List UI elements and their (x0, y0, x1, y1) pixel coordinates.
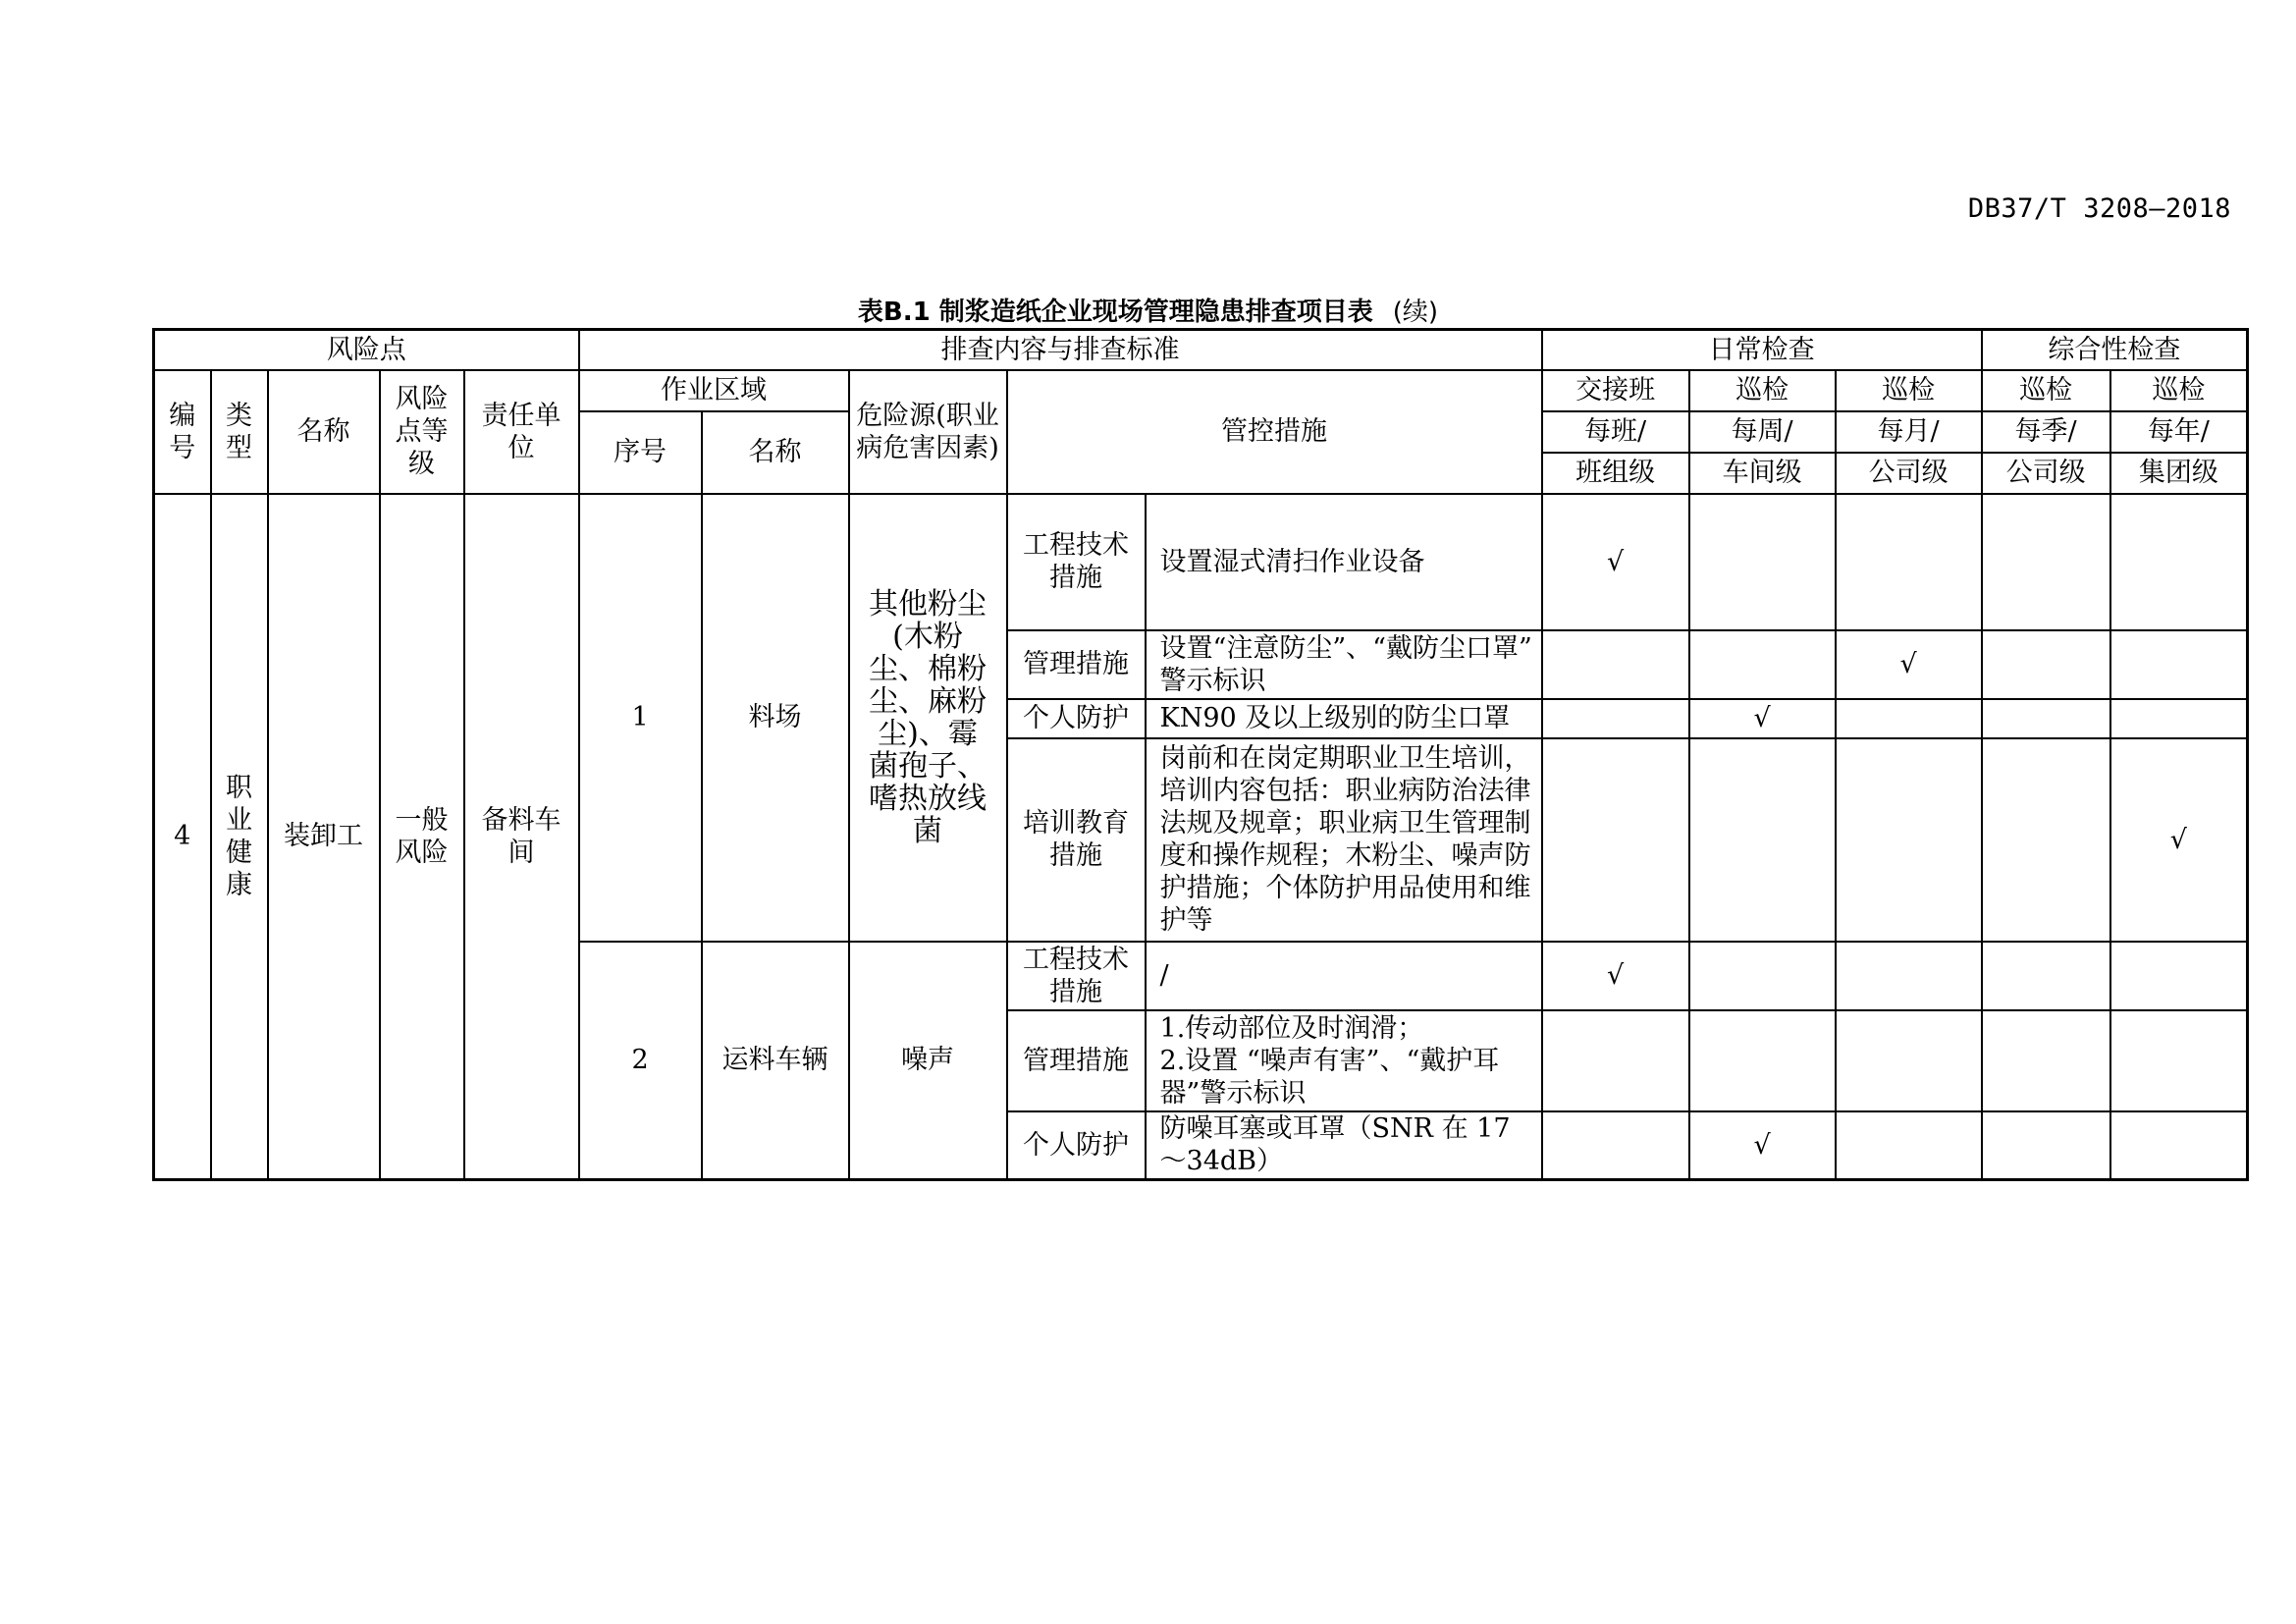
cell-check-shift: √ (1542, 494, 1689, 630)
header-check-content: 排查内容与排查标准 (579, 330, 1542, 370)
cell-check-shift (1542, 738, 1689, 942)
cell-risk-level: 一般风险 (380, 494, 464, 1180)
header-patrol-year: 巡检 (2110, 370, 2248, 411)
measure-content-line: 1.传动部位及时润滑； (1159, 1012, 1424, 1044)
cell-area-seq: 1 (579, 494, 702, 942)
cell-name: 装卸工 (268, 494, 380, 1180)
header-freq-shift: 每班/ (1542, 411, 1689, 453)
header-patrol-month: 巡检 (1836, 370, 1982, 411)
cell-check-month (1836, 1111, 1982, 1180)
header-level-year: 集团级 (2110, 453, 2248, 494)
cell-check-shift (1542, 630, 1689, 699)
cell-no: 4 (154, 494, 211, 1180)
cell-measure-category: 培训教育措施 (1007, 738, 1146, 942)
header-name: 名称 (268, 370, 380, 494)
cell-measure-category: 工程技术措施 (1007, 942, 1146, 1010)
cell-check-week: √ (1689, 699, 1836, 738)
header-level-season: 公司级 (1982, 453, 2110, 494)
header-row-2 (154, 370, 2248, 411)
cell-measure-category: 管理措施 (1007, 630, 1146, 699)
header-freq-month: 每月/ (1836, 411, 1982, 453)
cell-check-shift (1542, 1010, 1689, 1111)
cell-check-season (1982, 630, 2110, 699)
cell-measure-content: 设置湿式清扫作业设备 (1146, 494, 1542, 630)
header-area-name: 名称 (702, 411, 849, 494)
cell-check-year (2110, 494, 2248, 630)
cell-check-week (1689, 494, 1836, 630)
cell-unit: 备料车间 (464, 494, 579, 1180)
cell-check-season (1982, 738, 2110, 942)
header-level-week: 车间级 (1689, 453, 1836, 494)
cell-area-seq: 2 (579, 942, 702, 1180)
cell-check-month (1836, 1010, 1982, 1111)
table-title (0, 292, 2296, 328)
cell-check-year (2110, 1010, 2248, 1111)
cell-check-week (1689, 942, 1836, 1010)
header-risk-point: 风险点 (154, 330, 579, 370)
table-title-text: 表B.1 制浆造纸企业现场管理隐患排查项目表 (857, 298, 1373, 327)
cell-measure-content: KN90 及以上级别的防尘口罩 (1146, 699, 1542, 738)
header-freq-year: 每年/ (2110, 411, 2248, 453)
cell-measure-content: 设置“注意防尘”、“戴防尘口罩” 警示标识 (1146, 630, 1542, 699)
header-row-1 (154, 330, 2248, 370)
header-freq-season: 每季/ (1982, 411, 2110, 453)
header-freq-week: 每周/ (1689, 411, 1836, 453)
cell-measure-content: 防噪耳塞或耳罩（SNR 在 17～34dB） (1146, 1111, 1542, 1180)
cell-check-year (2110, 699, 2248, 738)
cell-check-season (1982, 942, 2110, 1010)
cell-check-week (1689, 630, 1836, 699)
header-work-area: 作业区域 (579, 370, 849, 411)
cell-area-name: 运料车辆 (702, 942, 849, 1180)
cell-measure-content: / (1146, 942, 1542, 1010)
hazard-inspection-table (152, 328, 2249, 1181)
header-seq: 序号 (579, 411, 702, 494)
cell-check-year (2110, 630, 2248, 699)
header-daily-check: 日常检查 (1542, 330, 1982, 370)
cell-hazard: 其他粉尘(木粉尘、棉粉尘、麻粉尘)、霉菌孢子、嗜热放线菌 (849, 494, 1007, 942)
cell-measure-content: 岗前和在岗定期职业卫生培训，培训内容包括：职业病防治法律法规及规章；职业病卫生管理制度和操作规程；木粉尘、噪声防护措施；个体防护用品使用和维护等 (1146, 738, 1542, 942)
cell-check-season (1982, 1010, 2110, 1111)
header-patrol-season: 巡检 (1982, 370, 2110, 411)
cell-check-season (1982, 1111, 2110, 1180)
header-level-shift: 班组级 (1542, 453, 1689, 494)
header-level-month: 公司级 (1836, 453, 1982, 494)
measure-content-line: 2.设置 “噪声有害”、“戴护耳器”警示标识 (1159, 1045, 1500, 1109)
table-title-suffix: (续) (1392, 298, 1439, 327)
cell-check-shift (1542, 699, 1689, 738)
cell-check-shift (1542, 1111, 1689, 1180)
cell-type: 职业健康 (211, 494, 268, 1180)
header-hazard: 危险源(职业病危害因素) (849, 370, 1007, 494)
cell-area-name: 料场 (702, 494, 849, 942)
cell-measure-category: 工程技术措施 (1007, 494, 1146, 630)
cell-check-month (1836, 942, 1982, 1010)
cell-check-season (1982, 699, 2110, 738)
cell-hazard: 噪声 (849, 942, 1007, 1180)
cell-check-month (1836, 738, 1982, 942)
header-risk-level: 风险点等级 (380, 370, 464, 494)
header-control: 管控措施 (1007, 370, 1542, 494)
cell-check-shift: √ (1542, 942, 1689, 1010)
cell-check-month (1836, 494, 1982, 630)
cell-measure-category: 个人防护 (1007, 699, 1146, 738)
header-patrol-week: 巡检 (1689, 370, 1836, 411)
cell-measure-category: 个人防护 (1007, 1111, 1146, 1180)
cell-measure-content (1146, 1010, 1542, 1111)
cell-check-week: √ (1689, 1111, 1836, 1180)
table-row (154, 494, 2248, 630)
cell-check-month: √ (1836, 630, 1982, 699)
header-comprehensive-check: 综合性检查 (1982, 330, 2248, 370)
header-no: 编号 (154, 370, 211, 494)
cell-check-week (1689, 738, 1836, 942)
header-shift: 交接班 (1542, 370, 1689, 411)
cell-check-year (2110, 1111, 2248, 1180)
header-type: 类型 (211, 370, 268, 494)
cell-check-week (1689, 1010, 1836, 1111)
cell-check-year (2110, 942, 2248, 1010)
cell-measure-category: 管理措施 (1007, 1010, 1146, 1111)
standard-code: DB37/T 3208—2018 (1967, 193, 2231, 224)
cell-check-year: √ (2110, 738, 2248, 942)
cell-check-season (1982, 494, 2110, 630)
cell-check-month (1836, 699, 1982, 738)
header-unit: 责任单位 (464, 370, 579, 494)
